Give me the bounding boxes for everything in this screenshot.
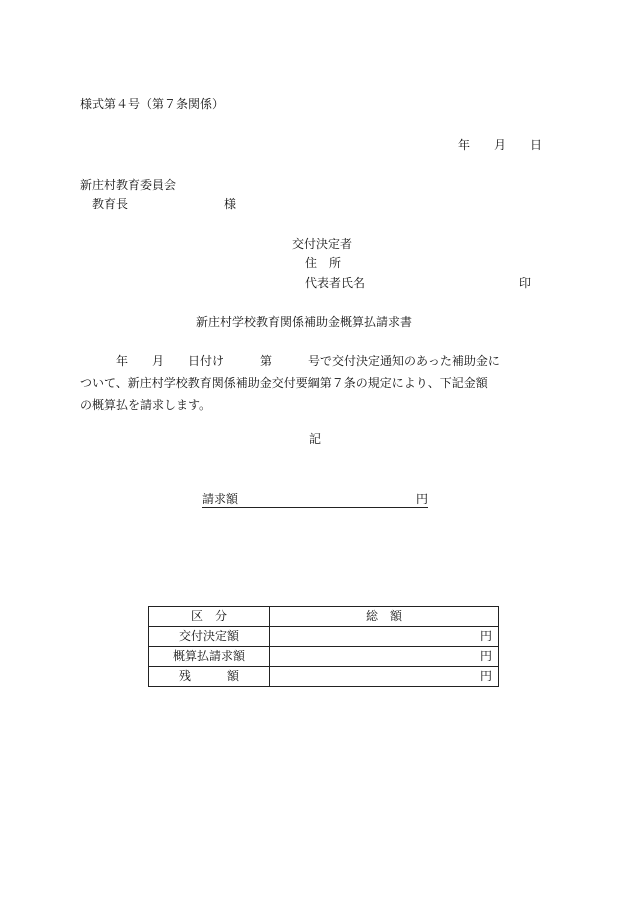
row-unit: 円 bbox=[270, 667, 499, 687]
table-row bbox=[149, 667, 499, 687]
header-total: 総 額 bbox=[270, 607, 499, 627]
table-row bbox=[149, 647, 499, 667]
ki-heading: 記 bbox=[309, 432, 322, 446]
row-unit: 円 bbox=[270, 627, 499, 647]
addressee-org: 新庄村教育委員会 bbox=[80, 178, 177, 192]
row-label: 残 額 bbox=[149, 667, 270, 687]
row-label: 概算払請求額 bbox=[149, 647, 270, 667]
request-amount-label: 請求額 bbox=[202, 492, 239, 506]
addressee-title: 教育長 様 bbox=[80, 197, 237, 211]
row-label: 交付決定額 bbox=[149, 627, 270, 647]
body-paragraph bbox=[80, 350, 555, 416]
table-header-row bbox=[149, 607, 499, 627]
body-line: の概算払を請求します。 bbox=[80, 398, 212, 412]
header-category: 区 分 bbox=[149, 607, 270, 627]
applicant-address-label: 住 所 bbox=[305, 256, 342, 270]
request-amount-line bbox=[202, 491, 428, 508]
body-line: ついて、新庄村学校教育関係補助金交付要綱第７条の規定により、下記金額 bbox=[80, 376, 488, 390]
form-number: 様式第４号（第７条関係） bbox=[80, 97, 225, 111]
summary-table bbox=[148, 606, 499, 687]
date-line: 年 月 日 bbox=[458, 138, 543, 152]
document-title: 新庄村学校教育関係補助金概算払請求書 bbox=[196, 315, 413, 329]
applicant-heading: 交付決定者 bbox=[292, 237, 353, 251]
table-row bbox=[149, 627, 499, 647]
body-line: 年 月 日付け 第 号で交付決定通知のあった補助金に bbox=[80, 354, 500, 368]
seal-mark: 印 bbox=[519, 276, 532, 290]
applicant-name-label: 代表者氏名 bbox=[305, 276, 366, 290]
row-unit: 円 bbox=[270, 647, 499, 667]
request-amount-unit: 円 bbox=[415, 492, 428, 506]
